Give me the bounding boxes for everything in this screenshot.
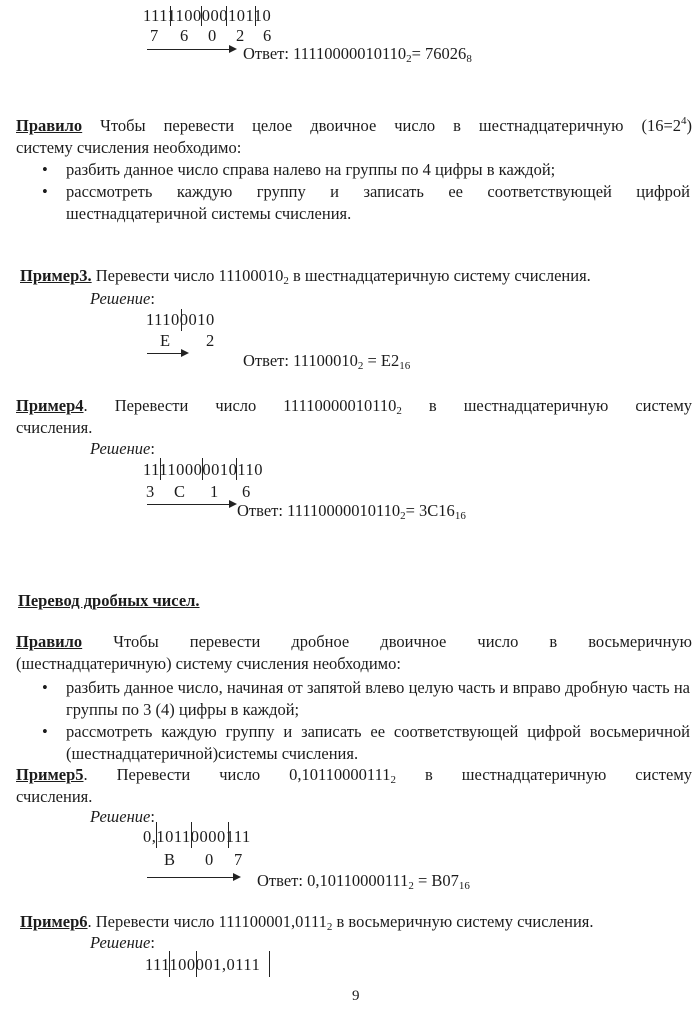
top-digit: 6 [263,26,272,45]
example4-line2: счисления. [16,418,93,437]
example3-binary: 11100010 [146,310,215,329]
top-digit: 7 [150,26,159,45]
example5-binary: 0,10110000111 [143,827,251,846]
bullet-icon [42,721,54,743]
rule-frac-line1: Правило Чтобы перевести дробное двоичное число в восьмеричную [16,632,692,651]
rule-label: Правило [16,116,83,135]
rule-hex-line1: Правило Чтобы перевести целое двоичное число в шестнадцатеричную $(16=2^4)$ [16,115,693,135]
rule-hex-bullet: рассмотреть каждую группу и записать ее соответствующей цифрой шестнадцатеричной системы счисления. [66,182,690,223]
group-divider [181,309,182,331]
solution-label: Решение: [90,289,155,308]
top-digit: 2 [236,26,245,45]
group-divider [169,951,170,977]
example4-digit: 1 [210,482,219,501]
example-label: Пример6 [20,912,88,931]
example5-digit: B [164,850,176,869]
group-divider [191,822,192,848]
rule-hex-bullet: разбить данное число справа налево на группы по 4 цифры в каждой; [66,160,556,179]
example3-digit: 2 [206,331,215,350]
arrow-icon [147,353,187,354]
rule-frac-bullet: рассмотреть каждую группу и записать ее соответствующей цифрой восьмеричной (шестнадцатеричной)системы счисления. [66,722,690,763]
example3-heading: Пример3. Перевести число $11100010_2$ в шестнадцатеричную систему счисления. [20,266,591,287]
example5-answer: Ответ: $0,10110000111_2 = B07_{16}$ [257,871,470,892]
example5-digit: 0 [205,850,214,869]
example6-binary: 111100001,0111 [145,955,261,974]
example6-heading: Пример6. Перевести число $111100001,0111_2$ в восьмеричную систему счисления. [20,912,594,933]
example5-line1: Пример5. Перевести число $0,10110000111_2$ в шестнадцатеричную систему [16,765,693,786]
group-divider [269,951,270,977]
bullet-icon [42,181,54,203]
bullet-icon [42,159,54,181]
example4-digit: 3 [146,482,155,501]
rule-label: Правило [16,632,83,651]
example5-line2: счисления. [16,787,93,806]
example4-answer: Ответ: $11110000010110_2= 3C16_{16}$ [237,501,466,522]
rule-frac-bullet: разбить данное число, начиная от запятой влево целую часть и вправо дробную часть на группы по 3 (4) цифры в каждой; [66,678,690,719]
top-digit: 0 [208,26,217,45]
example3-answer: Ответ: $11100010_2 = E2_{16}$ [243,351,411,372]
top-binary: 111110000010110 [143,6,272,25]
solution-label: Решение: [90,439,155,458]
group-divider [196,951,197,977]
group-divider [201,6,202,26]
solution-label: Решение: [90,807,155,826]
group-divider [255,6,256,26]
group-divider [156,822,157,848]
group-divider [236,458,237,480]
rule-frac-line2: (шестнадцатеричную) систему счисления необходимо: [16,654,401,673]
example3-digit: E [160,331,171,350]
example-label: Пример5 [16,765,84,784]
solution-label: Решение: [90,933,155,952]
example4-digit: 6 [242,482,251,501]
arrow-icon [147,504,235,505]
top-answer: Ответ: $11110000010110_2= 76026_8$ [243,44,472,65]
rule-hex-line2: систему счисления необходимо: [16,138,242,157]
example-label: Пример3. [20,266,92,285]
example5-digit: 7 [234,850,243,869]
bullet-icon [42,677,54,699]
page-number: 9 [352,988,360,1004]
example4-digit: C [174,482,186,501]
group-divider [170,6,171,26]
example-label: Пример4 [16,396,84,415]
group-divider [202,458,203,480]
example4-line1: Пример4. Перевести число $11110000010110_2$ в шестнадцатеричную систему [16,396,693,417]
group-divider [226,6,227,26]
group-divider [228,822,229,848]
arrow-icon [147,877,239,878]
group-divider [160,458,161,480]
section-title: Перевод дробных чисел. [18,591,200,610]
example4-binary: 11110000010110 [143,460,264,479]
arrow-icon [147,49,235,50]
top-digit: 6 [180,26,189,45]
